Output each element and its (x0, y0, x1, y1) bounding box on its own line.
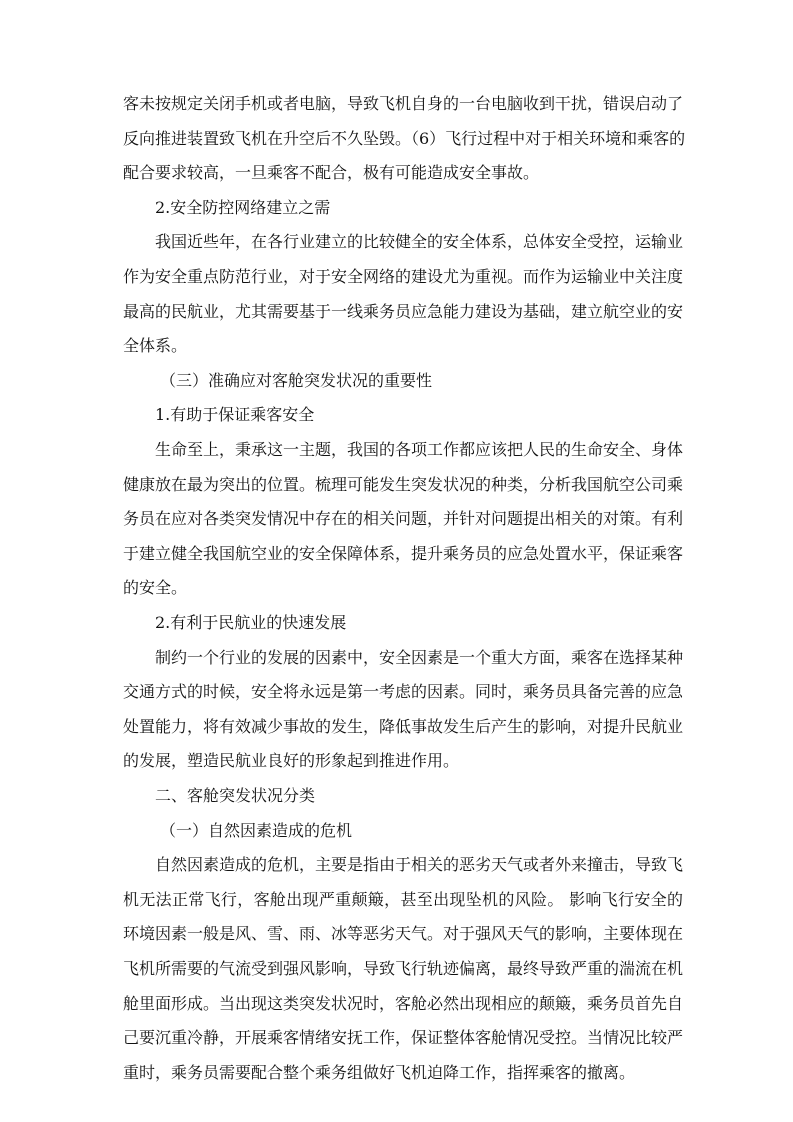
section-heading: 二、客舱突发状况分类 (155, 786, 316, 805)
body-line: 生命至上，秉承这一主题，我国的各项工作都应该把人民的生命安全、身体 (155, 440, 684, 459)
body-line: 我国近些年，在各行业建立的比较健全的安全体系，总体安全受控，运输业 (155, 232, 684, 251)
body-line: 务员在应对各类突发情况中存在的相关问题，并针对问题提出相关的对策。有利 (123, 509, 684, 528)
body-line: 客未按规定关闭手机或者电脑，导致飞机自身的一台电脑收到干扰，错误启动了 (123, 94, 684, 113)
body-line: 交通方式的时候，安全将永远是第一考虑的因素。同时，乘务员具备完善的应急 (123, 682, 684, 701)
body-line: 反向推进装置致飞机在升空后不久坠毁。（6）飞行过程中对于相关环境和乘客的 (123, 129, 686, 148)
body-line: 全体系。 (123, 336, 188, 355)
body-line: 制约一个行业的发展的因素中，安全因素是一个重大方面，乘客在选择某种 (155, 648, 684, 667)
body-line: 己要沉重冷静，开展乘客情绪安抚工作，保证整体客舱情况受控。当情况比较严 (123, 1028, 684, 1047)
body-line: 作为安全重点防范行业，对于安全网络的建设尤为重视。而作为运输业中关注度 (123, 267, 684, 286)
body-line: 环境因素一般是风、雪、雨、冰等恶劣天气。对于强风天气的影响，主要体现在 (123, 924, 684, 943)
section-heading: 1.有助于保证乘客安全 (155, 405, 315, 424)
body-line: 的发展，塑造民航业良好的形象起到推进作用。 (123, 751, 460, 770)
section-heading: 2.安全防控网络建立之需 (155, 198, 331, 217)
body-line: 健康放在最为突出的位置。梳理可能发生突发状况的种类，分析我国航空公司乘 (123, 475, 684, 494)
body-line: 最高的民航业，尤其需要基于一线乘务员应急能力建设为基础，建立航空业的安 (123, 302, 684, 321)
body-line: 的安全。 (123, 578, 188, 597)
section-heading: （三）准确应对客舱突发状况的重要性 (160, 371, 433, 390)
body-line: 于建立健全我国航空业的安全保障体系，提升乘务员的应急处置水平，保证乘客 (123, 544, 684, 563)
body-line: 处置能力，将有效减少事故的发生，降低事故发生后产生的影响，对提升民航业 (123, 717, 684, 736)
section-heading: （一）自然因素造成的危机 (160, 821, 353, 840)
body-line: 飞机所需要的气流受到强风影响，导致飞行轨迹偏离，最终导致严重的湍流在机 (123, 959, 684, 978)
body-line: 重时，乘务员需要配合整个乘务组做好飞机迫降工作，指挥乘客的撤离。 (123, 1063, 636, 1082)
body-line: 自然因素造成的危机，主要是指由于相关的恶劣天气或者外来撞击，导致飞 (155, 855, 684, 874)
body-line: 配合要求较高，一旦乘客不配合，极有可能造成安全事故。 (123, 163, 540, 182)
body-line: 舱里面形成。当出现这类突发状况时，客舱必然出现相应的颠簸，乘务员首先自 (123, 994, 684, 1013)
section-heading: 2.有利于民航业的快速发展 (155, 613, 347, 632)
body-line: 机无法正常飞行，客舱出现严重颠簸，甚至出现坠机的风险。 影响飞行安全的 (123, 890, 683, 909)
